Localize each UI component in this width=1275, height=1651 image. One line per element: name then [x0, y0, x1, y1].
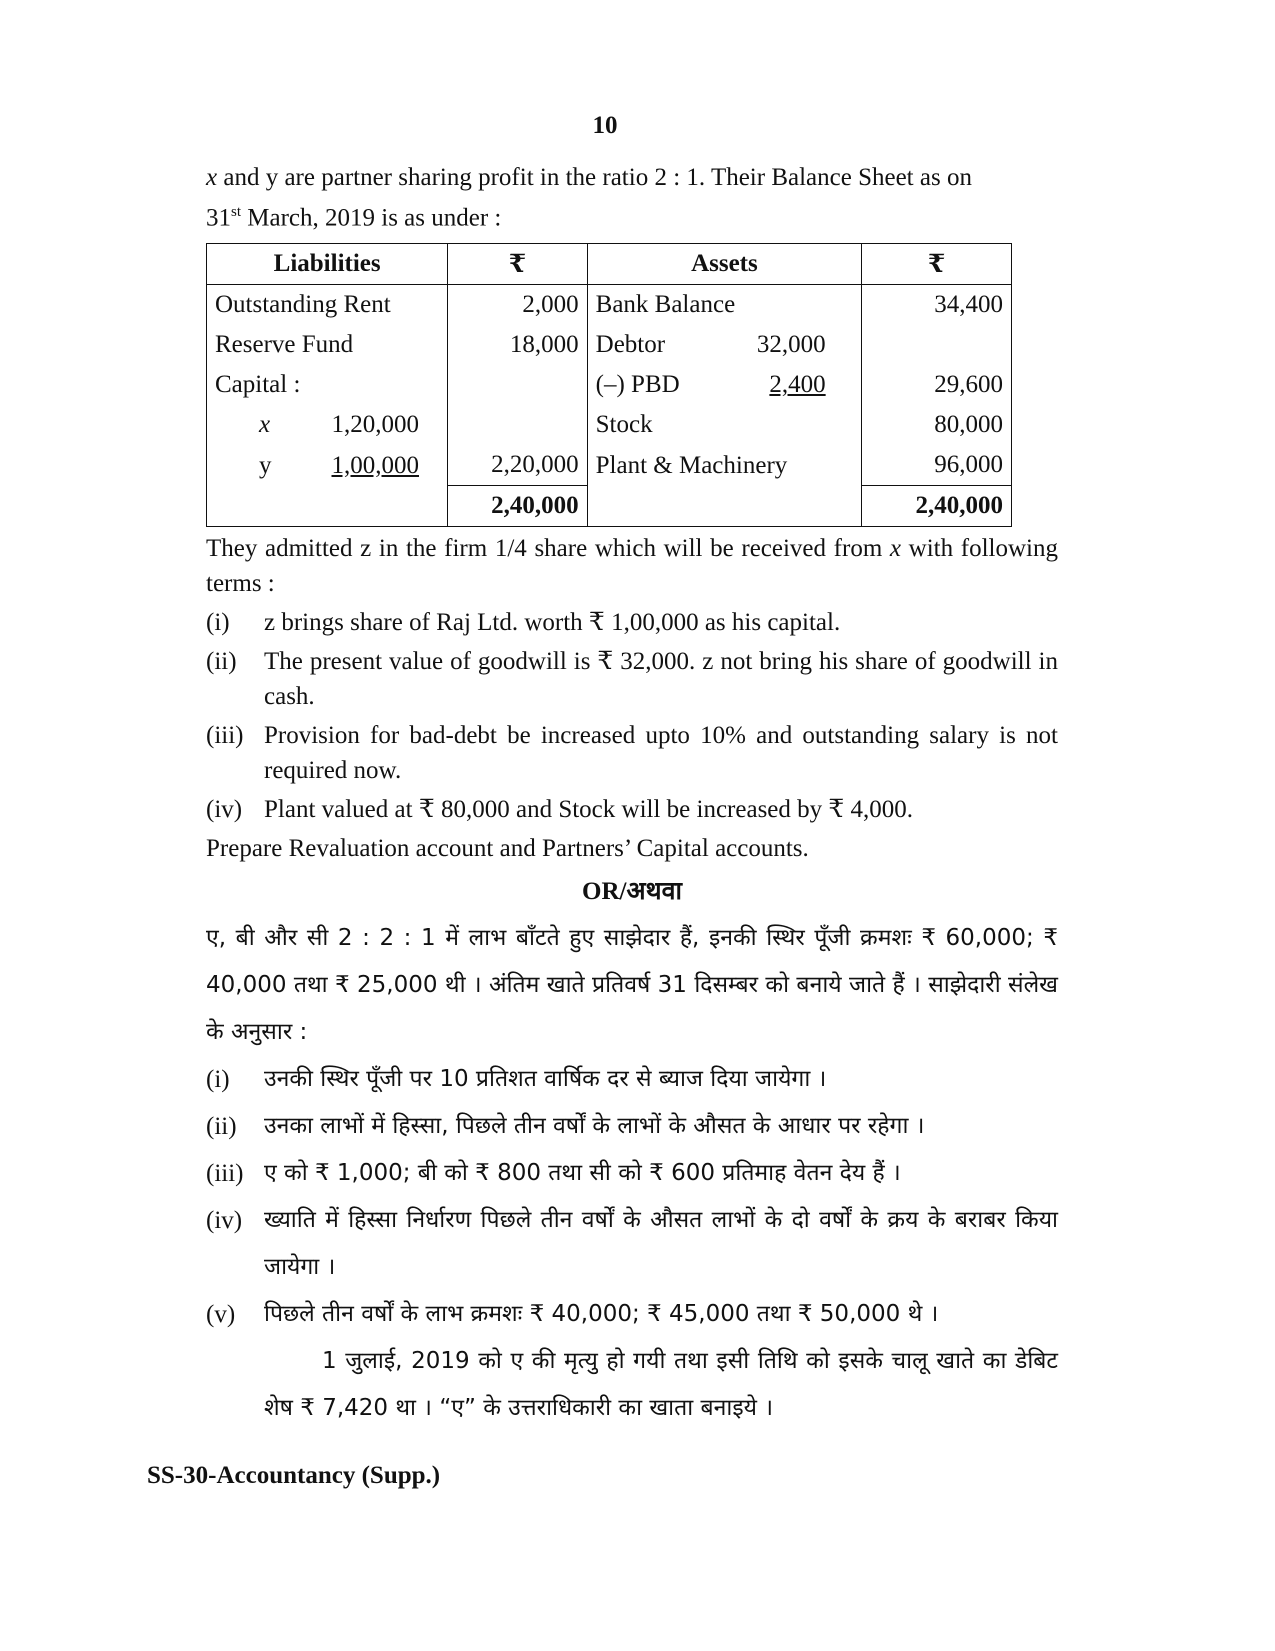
- capital-partner: y: [259, 451, 272, 479]
- debtor-sub-amount: 32,000: [756, 331, 826, 359]
- asset-debtor-cell: [587, 325, 862, 365]
- asset-pbd-cell: [587, 365, 862, 405]
- date-sup: st: [231, 204, 242, 220]
- item-text: ए को ₹ 1,000; बी को ₹ 800 तथा सी को ₹ 600 प्रतिमाह वेतन देय हैं ।: [264, 1160, 901, 1187]
- capital-partner: x: [259, 411, 271, 439]
- table-row: [207, 285, 1012, 326]
- list-item: [206, 718, 1058, 788]
- liability-label: Reserve Fund: [207, 325, 448, 365]
- table-row: [207, 365, 1012, 405]
- table-total-row: [207, 486, 1012, 527]
- question-content: [206, 160, 1058, 1432]
- item-text: ख्याति में हिस्सा निर्धारण पिछले तीन वर्षों के औसत लाभों के दो वर्षों के क्रय के बराबर किया जायेगा ।: [264, 1207, 1058, 1281]
- partner-x: x: [206, 164, 218, 191]
- liability-amount: 2,000: [448, 285, 587, 326]
- capital-label: Capital :: [207, 365, 448, 405]
- hindi-closing: 1 जुलाई, 2019 को ए की मृत्यु हो गयी तथा इसी तिथि को इसके चालू खाते का डेबिट शेष ₹ 7,420 था । “ए” के उत्तराधिकारी का खाता बनाइये ।: [264, 1348, 1058, 1422]
- asset-label: (–) PBD: [595, 371, 680, 399]
- asset-amount: 80,000: [862, 405, 1012, 445]
- or-heading: OR/अथवा: [582, 878, 682, 906]
- list-item: [206, 792, 1058, 827]
- asset-amount: 34,400: [862, 285, 1012, 326]
- asset-amount: 96,000: [862, 445, 1012, 486]
- item-number: (ii): [206, 648, 237, 676]
- asset-label: Stock: [587, 405, 862, 445]
- capital-x-cell: [207, 405, 448, 445]
- date-rest: March, 2019 is as under :: [241, 204, 502, 232]
- item-number: (iii): [206, 722, 244, 750]
- amount-header-1: ₹: [448, 244, 587, 285]
- hindi-intro: ए, बी और सी 2 : 2 : 1 में लाभ बाँटते हुए साझेदार हैं, इनकी स्थिर पूँजी क्रमशः ₹ 60,000; ₹ 40,000 तथा ₹ 25,000 थी । अंतिम खाते प्रतिवर्ष 31 दिसम्बर को बनाये जाते हैं । साझेदारी संलेख के अनुसार :: [206, 925, 1058, 1046]
- terms-list: [206, 605, 1058, 827]
- item-number: (v): [206, 1301, 236, 1329]
- page-number: 10: [592, 112, 618, 139]
- assets-total: 2,40,000: [862, 486, 1012, 527]
- item-text: उनका लाभों में हिस्सा, पिछले तीन वर्षों के लाभों के औसत के आधार पर रहेगा ।: [264, 1113, 925, 1140]
- liability-label: Outstanding Rent: [207, 285, 448, 326]
- assets-header: Assets: [587, 244, 862, 285]
- item-number: (i): [206, 609, 230, 637]
- admission-text-2: with following terms :: [206, 535, 1058, 598]
- list-item: [206, 1103, 1058, 1150]
- table-row: [207, 325, 1012, 365]
- intro-line1: and y are partner sharing profit in the ratio 2 : 1. Their Balance Sheet as on: [217, 164, 972, 191]
- table-row: [207, 405, 1012, 445]
- admission-text-1: They admitted z in the firm 1/4 share which will be received from: [206, 535, 890, 563]
- prepare-instruction: Prepare Revaluation account and Partners’ Capital accounts.: [206, 835, 809, 863]
- capital-y-cell: [207, 445, 448, 486]
- list-item: [206, 644, 1058, 714]
- item-number: (iv): [206, 1207, 243, 1235]
- list-item: [206, 1291, 1058, 1338]
- list-item: [206, 1056, 1058, 1103]
- date-num: 31: [206, 204, 231, 232]
- list-item: [206, 1197, 1058, 1291]
- asset-amount: 29,600: [862, 365, 1012, 405]
- amount-header-2: ₹: [862, 244, 1012, 285]
- capital-total: 2,20,000: [448, 445, 587, 486]
- hindi-terms-list: [206, 1056, 1058, 1338]
- table-header-row: [207, 244, 1012, 285]
- footer-code: SS-30-Accountancy (Supp.): [147, 1462, 441, 1489]
- capital-amount: 1,00,000: [331, 451, 419, 479]
- item-text: The present value of goodwill is ₹ 32,000. z not bring his share of goodwill in cash.: [264, 648, 1058, 711]
- asset-label: Bank Balance: [587, 285, 862, 326]
- capital-amount: 1,20,000: [331, 411, 419, 439]
- pbd-sub-amount: 2,400: [769, 371, 826, 399]
- item-number: (ii): [206, 1113, 237, 1141]
- list-item: [206, 1150, 1058, 1197]
- item-text: उनकी स्थिर पूँजी पर 10 प्रतिशत वार्षिक दर से ब्याज दिया जायेगा ।: [264, 1066, 827, 1093]
- balance-sheet-table: [206, 243, 1012, 527]
- item-number: (iii): [206, 1160, 244, 1188]
- liability-amount: 18,000: [448, 325, 587, 365]
- item-number: (i): [206, 1066, 230, 1094]
- liabilities-total: 2,40,000: [448, 486, 587, 527]
- list-item: [206, 605, 1058, 640]
- table-row: [207, 445, 1012, 486]
- item-text: Provision for bad-debt be increased upto 10% and outstanding salary is not required now.: [264, 722, 1058, 785]
- item-text: z brings share of Raj Ltd. worth ₹ 1,00,000 as his capital.: [264, 609, 841, 637]
- item-text: पिछले तीन वर्षों के लाभ क्रमशः ₹ 40,000; ₹ 45,000 तथा ₹ 50,000 थे ।: [264, 1301, 939, 1328]
- asset-label: Plant & Machinery: [587, 445, 862, 486]
- item-text: Plant valued at ₹ 80,000 and Stock will be increased by ₹ 4,000.: [264, 796, 914, 824]
- intro-paragraph: [206, 160, 1058, 235]
- admission-paragraph: [206, 531, 1058, 601]
- liabilities-header: Liabilities: [207, 244, 448, 285]
- item-number: (iv): [206, 796, 243, 824]
- partner-x: x: [889, 535, 902, 563]
- asset-label: Debtor: [595, 331, 666, 359]
